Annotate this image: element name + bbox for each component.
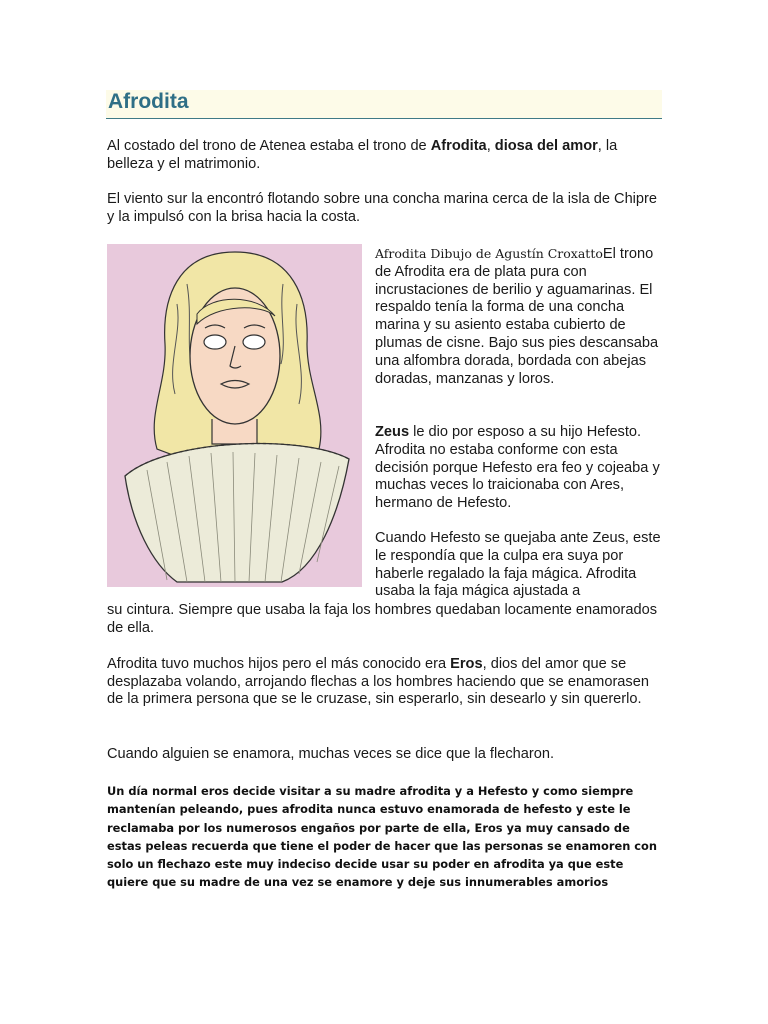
text: Al costado del trono de Atenea estaba el trono de	[107, 138, 431, 154]
paragraph-zeus	[375, 424, 665, 513]
text: , la belleza y el matrimonio.	[107, 138, 618, 172]
bold-eros: Eros	[450, 656, 483, 672]
paragraph-dia-normal: Un día normal eros decide visitar a su madre afrodita y a Hefesto y como siempre mantenían peleando, pues afrodita nunca estuvo enamorada de hefesto y este le reclamaba por los numerosos engaños por parte de ella, Eros ya muy cansado de estas peleas recuerda que tiene el poder de hacer que las personas se enamoren con solo un flechazo este muy indeciso decide usar su poder en afrodita ya que este quiere que su madre de una vez se enamore y deje sus innumerables amorios	[107, 784, 657, 890]
paragraph-viento: El viento sur la encontró flotando sobre una concha marina cerca de la isla de Chipre y la impulsó con la brisa hacia la costa.	[107, 191, 658, 225]
afrodita-drawing	[107, 244, 362, 587]
text: El trono de Afrodita era de plata pura con incrustaciones de berilio y aguamarinas. El respaldo tenía la forma de una concha marina y su asiento estaba cubierto de plumas de cisne. Bajo sus pies descansaba una alfombra dorada, bordada con abejas doradas, manzanas y loros.	[375, 246, 659, 387]
image-caption: Afrodita Dibujo de Agustín Croxatto	[375, 246, 603, 261]
text: ,	[486, 138, 495, 154]
paragraph-hefesto-side: Cuando Hefesto se quejaba ante Zeus, este le respondía que la culpa era suya por haberle regalado la faja mágica. Afrodita usaba la faja mágica ajustada a	[375, 530, 661, 600]
paragraph-intro	[107, 138, 663, 173]
bold-diosa: diosa del amor	[494, 138, 598, 154]
text: Afrodita tuvo muchos hijos pero el más conocido era	[107, 656, 451, 672]
title-bar	[106, 90, 662, 119]
page-title: Afrodita	[108, 90, 189, 113]
text: le dio por esposo a su hijo Hefesto. Afrodita no estaba conforme con esta decisión porque Hefesto era feo y cojeaba y muchas veces lo traicionaba con Ares, hermano de Hefesto.	[375, 424, 660, 512]
text: , dios del amor que se desplazaba volando, arrojando flechas a los hombres haciendo que se enamorasen de la primera persona que se le cruzase, sin esperarlo, sin desearlo y sin quererlo.	[107, 656, 649, 707]
paragraph-flecharon: Cuando alguien se enamora, muchas veces se dice que la flecharon.	[107, 746, 555, 762]
bold-zeus: Zeus	[375, 424, 410, 440]
bold-afrodita: Afrodita	[430, 138, 487, 154]
paragraph-trono	[375, 245, 665, 388]
afrodita-illustration	[107, 244, 362, 587]
paragraph-hefesto-full: su cintura. Siempre que usaba la faja los hombres quedaban locamente enamorados de ella.	[107, 602, 658, 636]
paragraph-eros	[107, 656, 663, 709]
